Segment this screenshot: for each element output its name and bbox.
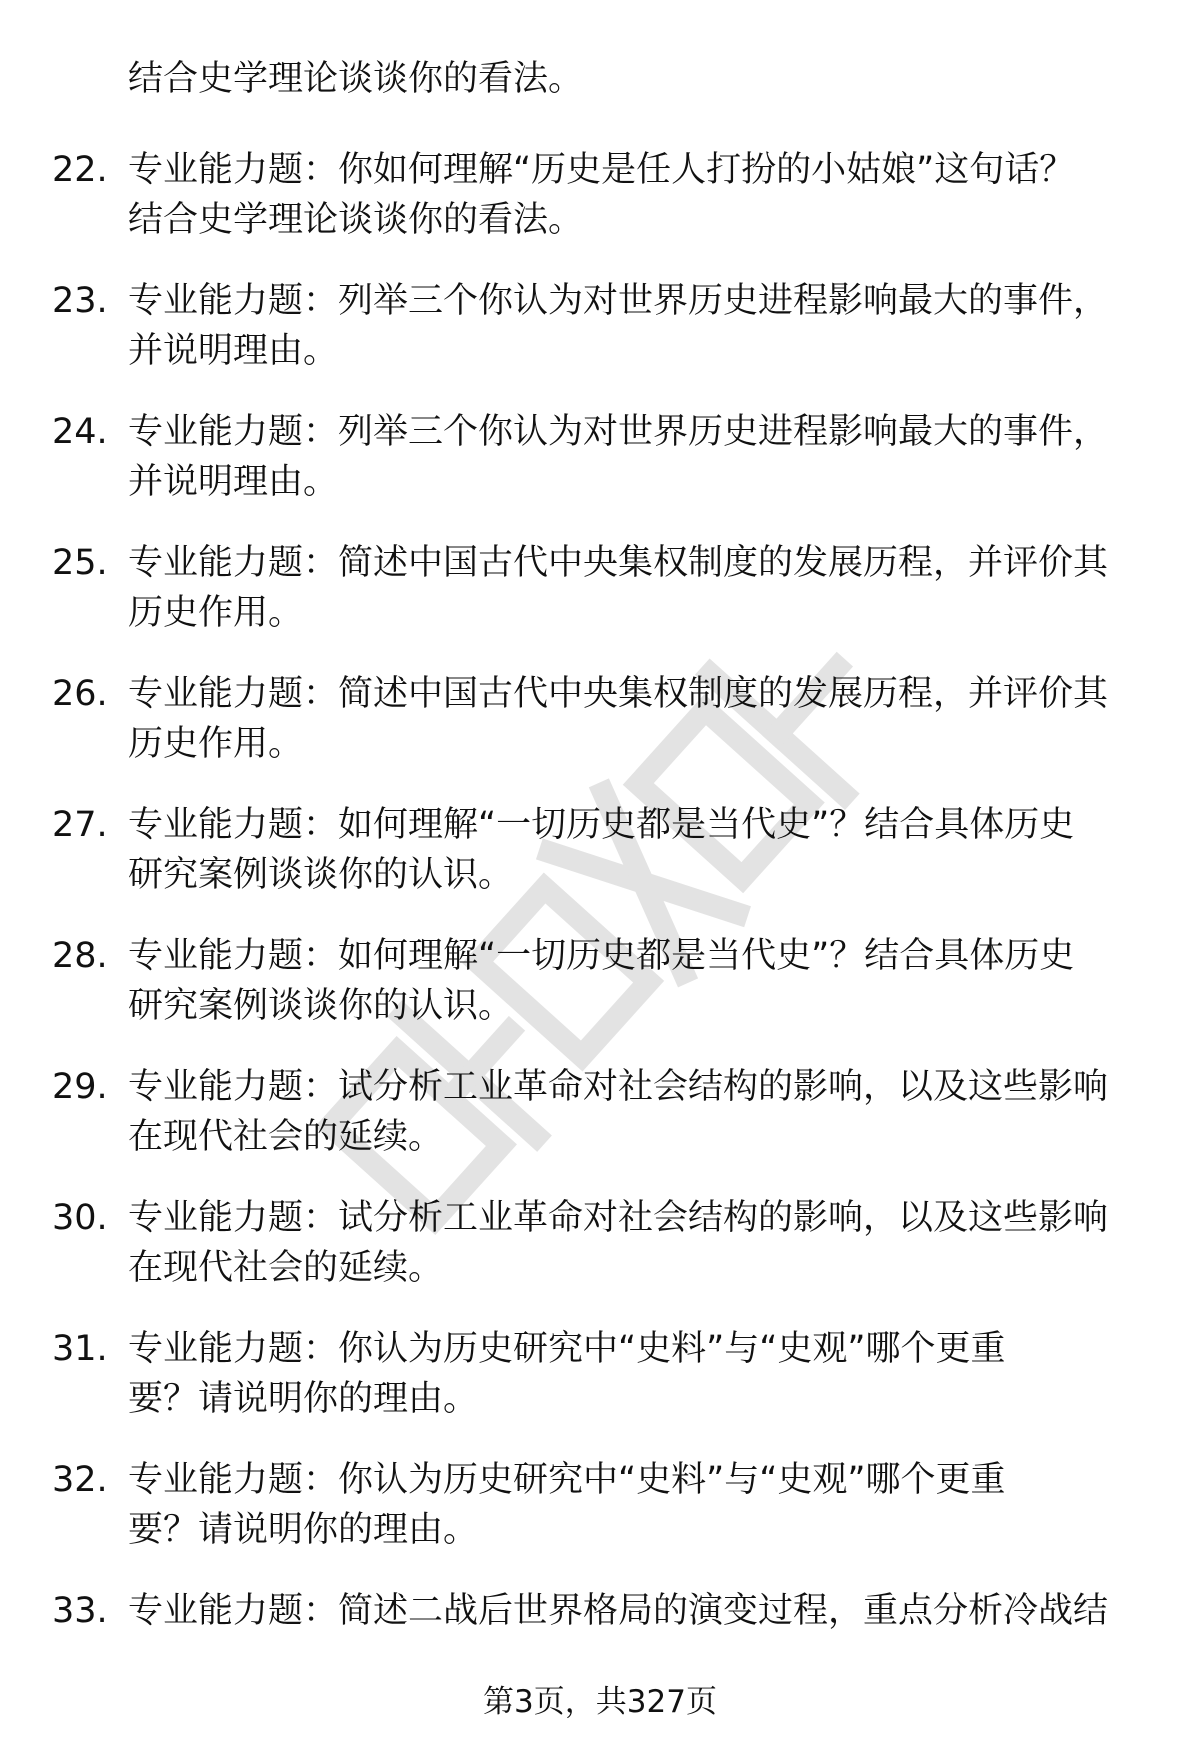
- question-text-line: 在现代社会的延续。: [128, 1117, 444, 1157]
- question-text-line: 要？请说明你的理由。: [128, 1379, 479, 1419]
- question-text: [128, 538, 1138, 638]
- question-item: [52, 407, 1152, 538]
- question-text-line: 专业能力题：如何理解“一切历史都是当代史”？结合具体历史: [128, 936, 1075, 976]
- question-text-line: 专业能力题：列举三个你认为对世界历史进程影响最大的事件，: [128, 412, 1109, 452]
- question-item: [52, 538, 1152, 669]
- question-number: 27.: [52, 805, 108, 845]
- question-item: [52, 1193, 1152, 1324]
- continuation-text: 结合史学理论谈谈你的看法。: [128, 59, 584, 99]
- question-text-line: 并说明理由。: [128, 462, 339, 502]
- question-text: [128, 145, 1138, 245]
- question-item: [52, 800, 1152, 931]
- question-text-line: 研究案例谈谈你的认识。: [128, 986, 514, 1026]
- question-text-line: 在现代社会的延续。: [128, 1248, 444, 1288]
- question-text: [128, 800, 1138, 900]
- question-number: 24.: [52, 412, 108, 452]
- question-text-line: 专业能力题：你如何理解“历史是任人打扮的小姑娘”这句话？: [128, 150, 1075, 190]
- question-number: 33.: [52, 1591, 108, 1631]
- question-item: [52, 1062, 1152, 1193]
- question-text-line: 专业能力题：试分析工业革命对社会结构的影响，以及这些影响: [128, 1067, 1109, 1107]
- question-text-line: 专业能力题：你认为历史研究中“史料”与“史观”哪个更重: [128, 1460, 1006, 1500]
- question-number: 30.: [52, 1198, 108, 1238]
- question-text-line: 要？请说明你的理由。: [128, 1510, 479, 1550]
- question-text: [128, 407, 1138, 507]
- question-number: 26.: [52, 674, 108, 714]
- question-item: [52, 1324, 1152, 1455]
- question-list: [52, 145, 1152, 1717]
- question-text-line: 专业能力题：列举三个你认为对世界历史进程影响最大的事件，: [128, 281, 1109, 321]
- question-number: 25.: [52, 543, 108, 583]
- question-text-line: 专业能力题：你认为历史研究中“史料”与“史观”哪个更重: [128, 1329, 1006, 1369]
- question-text-line: 结合史学理论谈谈你的看法。: [128, 200, 584, 240]
- question-text: [128, 1324, 1138, 1424]
- question-text: [128, 669, 1138, 769]
- question-text-line: 专业能力题：简述二战后世界格局的演变过程，重点分析冷战结: [128, 1591, 1109, 1631]
- question-text: [128, 1193, 1138, 1293]
- question-text-line: 专业能力题：试分析工业革命对社会结构的影响，以及这些影响: [128, 1198, 1109, 1238]
- question-item: [52, 669, 1152, 800]
- question-text: [128, 1062, 1138, 1162]
- page-footer: 第3页，共327页: [483, 1684, 717, 1720]
- question-number: 32.: [52, 1460, 108, 1500]
- question-text-line: 历史作用。: [128, 724, 304, 764]
- question-text-line: 专业能力题：如何理解“一切历史都是当代史”？结合具体历史: [128, 805, 1075, 845]
- question-text: [128, 1455, 1138, 1555]
- question-number: 31.: [52, 1329, 108, 1369]
- question-item: [52, 276, 1152, 407]
- question-number: 29.: [52, 1067, 108, 1107]
- question-item: [52, 931, 1152, 1062]
- question-text: [128, 1586, 1138, 1636]
- question-number: 22.: [52, 150, 108, 190]
- question-text-line: 专业能力题：简述中国古代中央集权制度的发展历程，并评价其: [128, 674, 1109, 714]
- question-number: 28.: [52, 936, 108, 976]
- question-item: [52, 145, 1152, 276]
- question-text-line: 研究案例谈谈你的认识。: [128, 855, 514, 895]
- question-text: [128, 276, 1138, 376]
- question-text-line: 历史作用。: [128, 593, 304, 633]
- question-text: [128, 931, 1138, 1031]
- question-text-line: 并说明理由。: [128, 331, 339, 371]
- question-item: [52, 1455, 1152, 1586]
- question-text-line: 专业能力题：简述中国古代中央集权制度的发展历程，并评价其: [128, 543, 1109, 583]
- question-number: 23.: [52, 281, 108, 321]
